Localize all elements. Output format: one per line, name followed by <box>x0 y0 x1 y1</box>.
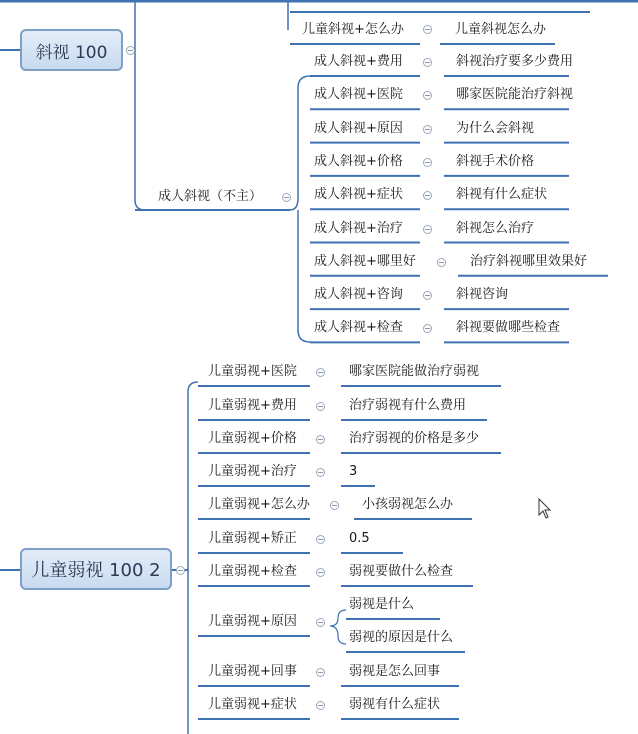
branch-node-label: 儿童弱视+检查 <box>208 564 297 579</box>
root-node-amblyopia[interactable] <box>20 548 172 590</box>
leaf-node-label: 治疗弱视的价格是多少 <box>349 431 480 446</box>
branch-node-label: 成人斜视+治疗 <box>314 220 403 236</box>
root-label: 儿童弱视 100 2 <box>31 560 161 581</box>
leaf-node-label: 弱视是怎么回事 <box>349 664 441 679</box>
branch-node-label: 儿童弱视+治疗 <box>208 464 297 479</box>
leaf-node[interactable] <box>349 697 440 713</box>
collapse-icon[interactable] <box>423 58 432 67</box>
branch-node-label: 儿童弱视+症状 <box>208 697 297 712</box>
branch-node-label: 成人斜视+价格 <box>314 153 403 169</box>
collapse-icon[interactable] <box>423 225 432 234</box>
branch-node-label: 成人斜视+哪里好 <box>314 253 416 269</box>
leaf-node[interactable] <box>349 630 453 646</box>
branch-node[interactable] <box>208 497 310 513</box>
branch-node[interactable] <box>314 54 403 70</box>
leaf-node[interactable] <box>456 154 534 170</box>
leaf-node[interactable] <box>349 431 479 447</box>
leaf-node[interactable] <box>456 221 534 237</box>
branch-node-label: 成人斜视+咨询 <box>314 287 403 303</box>
branch-adult-strabismus[interactable] <box>158 189 262 205</box>
branch-node-label: 儿童弱视+价格 <box>208 431 297 446</box>
leaf-node-label: 小孩弱视怎么办 <box>362 497 454 512</box>
collapse-icon[interactable] <box>316 668 325 677</box>
branch-node-label: 儿童弱视+怎么办 <box>208 497 310 512</box>
leaf-node-label: 斜视咨询 <box>456 287 509 303</box>
leaf-node-label: 3 <box>349 464 358 479</box>
leaf-node-label: 0.5 <box>349 531 370 546</box>
branch-node[interactable] <box>302 22 404 38</box>
mouse-cursor-icon <box>538 498 552 520</box>
leaf-node[interactable] <box>349 364 479 380</box>
leaf-node[interactable] <box>349 398 466 414</box>
collapse-icon[interactable] <box>437 258 446 267</box>
leaf-node[interactable] <box>456 87 573 103</box>
collapse-icon[interactable] <box>316 535 325 544</box>
collapse-icon[interactable] <box>423 25 432 34</box>
branch-node[interactable] <box>314 187 403 203</box>
leaf-node[interactable] <box>455 22 546 38</box>
leaf-node-label: 斜视手术价格 <box>456 153 535 169</box>
leaf-node[interactable] <box>456 287 508 303</box>
branch-node-label: 儿童弱视+原因 <box>208 614 297 629</box>
branch-node-label: 成人斜视+症状 <box>314 187 403 203</box>
leaf-node-label: 治疗斜视哪里效果好 <box>470 253 588 269</box>
leaf-node-label: 为什么会斜视 <box>456 120 535 136</box>
leaf-node-label: 治疗弱视有什么费用 <box>349 398 467 413</box>
collapse-icon[interactable] <box>316 701 325 710</box>
branch-node[interactable] <box>314 154 403 170</box>
collapse-icon[interactable] <box>423 125 432 134</box>
root-label: 斜视 100 <box>35 42 108 63</box>
branch-node-label: 儿童弱视+回事 <box>208 664 297 679</box>
collapse-icon[interactable] <box>316 468 325 477</box>
branch-node[interactable] <box>208 464 297 480</box>
branch-node[interactable] <box>314 287 403 303</box>
leaf-node-label: 斜视怎么治疗 <box>456 220 535 236</box>
collapse-icon[interactable] <box>316 618 325 627</box>
collapse-icon[interactable] <box>316 368 325 377</box>
leaf-label: 儿童斜视怎么办 <box>455 22 547 37</box>
branch-node[interactable] <box>208 398 297 414</box>
branch-node-label: 儿童弱视+医院 <box>208 364 297 379</box>
leaf-node[interactable] <box>349 664 440 680</box>
branch-node[interactable] <box>314 87 403 103</box>
leaf-node[interactable] <box>456 121 534 137</box>
root-node-strabismus[interactable] <box>20 29 123 71</box>
leaf-node[interactable] <box>470 254 587 270</box>
branch-node-label: 成人斜视+原因 <box>314 120 403 136</box>
leaf-node[interactable] <box>456 187 547 203</box>
leaf-node-label: 弱视是什么 <box>349 597 415 612</box>
leaf-node[interactable] <box>349 597 414 613</box>
branch-node-label: 成人斜视+医院 <box>314 87 403 103</box>
leaf-node[interactable] <box>456 54 573 70</box>
leaf-node-label: 弱视要做什么检查 <box>349 564 454 579</box>
leaf-node-label: 斜视要做哪些检查 <box>456 320 561 336</box>
collapse-icon[interactable] <box>316 435 325 444</box>
branch-node-label: 儿童弱视+费用 <box>208 398 297 413</box>
branch-node[interactable] <box>314 221 403 237</box>
branch-node[interactable] <box>208 431 297 447</box>
leaf-node[interactable] <box>349 564 453 580</box>
branch-node[interactable] <box>208 364 297 380</box>
leaf-node-label: 斜视有什么症状 <box>456 187 548 203</box>
collapse-icon[interactable] <box>176 566 185 575</box>
branch-node[interactable] <box>314 254 416 270</box>
collapse-icon[interactable] <box>330 501 339 510</box>
branch-node[interactable] <box>208 697 297 713</box>
collapse-icon[interactable] <box>316 568 325 577</box>
branch-node-label: 成人斜视+检查 <box>314 320 403 336</box>
branch-node-label: 成人斜视+费用 <box>314 54 403 69</box>
branch-node[interactable] <box>208 614 297 630</box>
leaf-node-label: 斜视治疗要多少费用 <box>456 54 574 69</box>
collapse-icon[interactable] <box>423 158 432 167</box>
branch-node[interactable] <box>208 564 297 580</box>
branch-label: 成人斜视（不主） <box>158 189 263 204</box>
leaf-node[interactable] <box>349 464 357 480</box>
leaf-node[interactable] <box>362 497 453 513</box>
branch-node[interactable] <box>208 664 297 680</box>
leaf-node[interactable] <box>456 320 560 336</box>
branch-node[interactable] <box>208 531 297 547</box>
collapse-icon[interactable] <box>282 193 291 202</box>
leaf-node[interactable] <box>349 531 370 547</box>
branch-node[interactable] <box>314 320 403 336</box>
leaf-node-label: 哪家医院能做治疗弱视 <box>349 364 480 379</box>
leaf-node-label: 弱视有什么症状 <box>349 697 441 712</box>
branch-node[interactable] <box>314 121 403 137</box>
collapse-icon[interactable] <box>316 402 325 411</box>
collapse-icon[interactable] <box>126 46 135 55</box>
leaf-node-label: 弱视的原因是什么 <box>349 630 454 645</box>
leaf-node-label: 哪家医院能治疗斜视 <box>456 87 574 103</box>
branch-label: 儿童斜视+怎么办 <box>302 22 404 37</box>
branch-node-label: 儿童弱视+矫正 <box>208 531 297 546</box>
